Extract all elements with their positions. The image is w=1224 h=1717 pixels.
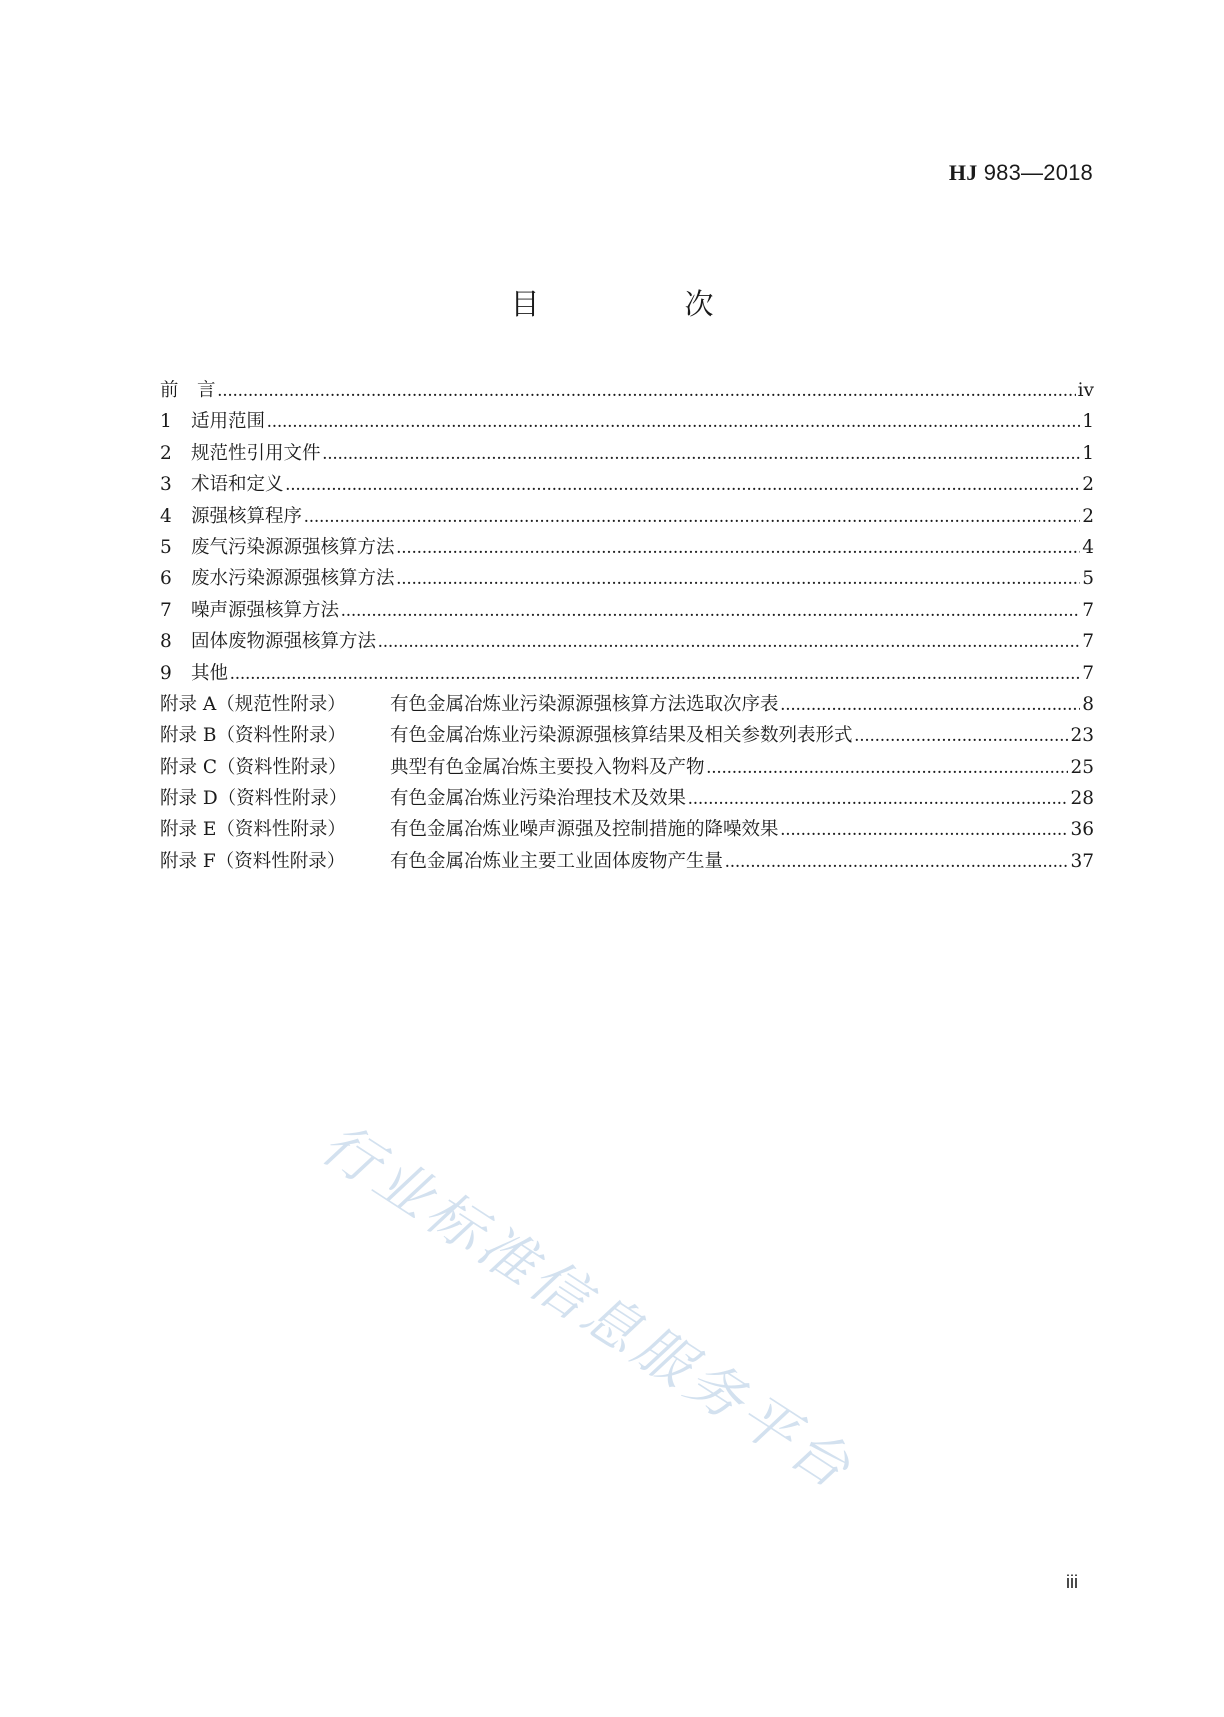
toc-entry-label — [160, 815, 779, 841]
toc-leader-dots — [286, 475, 1081, 496]
toc-leader-dots — [855, 726, 1069, 747]
toc-leader-dots — [267, 412, 1080, 433]
toc-page-number: 1 — [1082, 442, 1094, 464]
toc-leader-dots — [781, 695, 1081, 716]
toc-entry-title: 适用范围 — [191, 411, 266, 433]
toc-page-number: 25 — [1070, 756, 1094, 778]
toc-entry-label — [160, 376, 216, 402]
toc-leader-dots — [230, 664, 1080, 685]
toc-appendix-tag: 附录 C（资料性附录） — [160, 756, 347, 778]
toc-entry-title: 有色金属冶炼业主要工业固体废物产生量 — [390, 850, 724, 872]
toc-entry[interactable] — [160, 439, 1094, 470]
toc-page-number: 28 — [1070, 788, 1094, 810]
toc-entry[interactable] — [160, 627, 1094, 658]
toc-leader-dots — [688, 789, 1068, 810]
toc-leader-dots — [304, 507, 1080, 528]
toc-entry-label — [160, 659, 228, 685]
toc-entry-title: 规范性引用文件 — [191, 442, 321, 464]
toc-page-number: 36 — [1070, 819, 1094, 841]
toc-entry[interactable] — [160, 753, 1094, 784]
standard-number: 983—2018 — [983, 160, 1093, 185]
toc-page-number: 7 — [1082, 599, 1094, 621]
toc-entry[interactable] — [160, 847, 1094, 878]
toc-entry-title: 废水污染源源强核算方法 — [191, 568, 395, 590]
toc-entry-title: 固体废物源强核算方法 — [191, 631, 377, 653]
toc-page-number: 2 — [1082, 505, 1094, 527]
toc-page-number: 4 — [1082, 536, 1094, 558]
toc-entry-label — [160, 564, 395, 590]
toc-page-number: 7 — [1082, 662, 1094, 684]
toc-entry-label — [160, 533, 395, 559]
toc-page-number: 2 — [1082, 474, 1094, 496]
page-number: iii — [1066, 1572, 1078, 1592]
toc-entry-title: 其他 — [191, 662, 229, 684]
toc-appendix-tag: 附录 B（资料性附录） — [160, 725, 346, 747]
toc-entry-label — [160, 847, 723, 873]
toc-entry[interactable] — [160, 815, 1094, 846]
toc-entry-title: 典型有色金属冶炼主要投入物料及产物 — [390, 756, 705, 778]
toc-entry-label — [160, 690, 779, 716]
toc-leader-dots — [781, 820, 1069, 841]
toc-entry-title: 有色金属冶炼业污染源源强核算方法选取次序表 — [390, 693, 779, 715]
toc-entry[interactable] — [160, 721, 1094, 752]
toc-page-number: 1 — [1082, 411, 1094, 433]
toc-entry-title: 源强核算程序 — [191, 505, 303, 527]
toc-appendix-tag: 附录 A（规范性附录） — [160, 693, 346, 715]
toc-entry-title: 废气污染源源强核算方法 — [191, 536, 395, 558]
toc-leader-dots — [725, 852, 1068, 873]
toc-entry-title: 前 言 — [160, 380, 216, 401]
toc-leader-dots — [341, 601, 1080, 622]
toc-entry-label — [160, 502, 302, 528]
toc-entry[interactable] — [160, 564, 1094, 595]
toc-entry[interactable] — [160, 596, 1094, 627]
toc-entry[interactable] — [160, 376, 1094, 407]
toc-entry-label — [160, 470, 284, 496]
toc-entry-title: 噪声源强核算方法 — [191, 599, 340, 621]
toc-entry[interactable] — [160, 690, 1094, 721]
toc-leader-dots — [378, 632, 1080, 653]
toc-entry-title: 有色金属冶炼业污染治理技术及效果 — [390, 788, 687, 810]
toc-entry-label — [160, 627, 376, 653]
toc-entry-label — [160, 784, 686, 810]
standard-code — [949, 160, 1093, 186]
toc-page-number: 23 — [1070, 725, 1094, 747]
toc-entry[interactable] — [160, 659, 1094, 690]
toc-entry[interactable] — [160, 784, 1094, 815]
toc-appendix-tag: 附录 F（资料性附录） — [160, 850, 346, 872]
toc-leader-dots — [218, 381, 1076, 402]
toc-page-number: iv — [1077, 380, 1094, 401]
toc-entry-title: 有色金属冶炼业噪声源强及控制措施的降噪效果 — [390, 819, 779, 841]
toc-entry-number: 4 — [160, 505, 172, 527]
toc-entry-title: 有色金属冶炼业污染源源强核算结果及相关参数列表形式 — [390, 725, 853, 747]
standard-prefix: HJ — [948, 160, 978, 185]
toc-entry[interactable] — [160, 502, 1094, 533]
toc-entry-number: 6 — [160, 568, 172, 590]
toc-entry-number: 7 — [160, 599, 172, 621]
watermark: 行业标准信息服务平台 — [309, 1111, 866, 1504]
toc-leader-dots — [707, 758, 1069, 779]
toc-entry-number: 9 — [160, 662, 172, 684]
toc-entry-number: 1 — [160, 411, 172, 433]
toc-entry-label — [160, 407, 265, 433]
toc-entry-title: 术语和定义 — [191, 474, 284, 496]
toc-entry-label — [160, 753, 705, 779]
toc-title: 目 次 — [510, 287, 772, 321]
toc-page-number: 5 — [1082, 568, 1094, 590]
table-of-contents — [160, 376, 1094, 878]
toc-leader-dots — [397, 538, 1081, 559]
toc-entry[interactable] — [160, 407, 1094, 438]
toc-entry-number: 5 — [160, 536, 172, 558]
toc-entry-number: 8 — [160, 631, 172, 653]
toc-appendix-tag: 附录 D（资料性附录） — [160, 788, 348, 810]
toc-entry-label — [160, 596, 339, 622]
toc-page-number: 8 — [1082, 693, 1094, 715]
toc-entry-label — [160, 721, 853, 747]
toc-appendix-tag: 附录 E（资料性附录） — [160, 819, 346, 841]
toc-leader-dots — [397, 569, 1081, 590]
toc-entry-number: 2 — [160, 442, 172, 464]
toc-entry-label — [160, 439, 321, 465]
toc-page-number: 37 — [1070, 850, 1094, 872]
toc-entry-number: 3 — [160, 474, 172, 496]
toc-entry[interactable] — [160, 533, 1094, 564]
toc-page-number: 7 — [1082, 631, 1094, 653]
toc-entry[interactable] — [160, 470, 1094, 501]
toc-leader-dots — [323, 444, 1081, 465]
